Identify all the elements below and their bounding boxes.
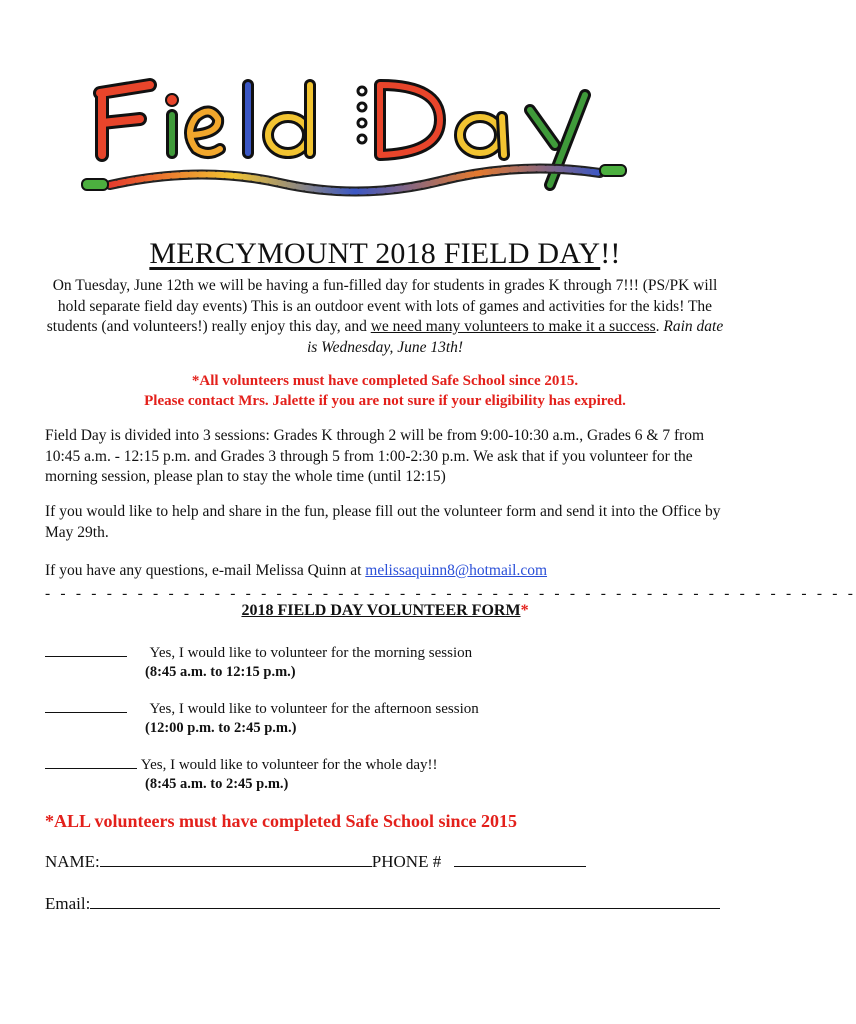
name-field[interactable]	[100, 850, 372, 867]
intro-underlined: we need many volunteers to make it a success	[370, 318, 656, 335]
sessions-paragraph: Field Day is divided into 3 sessions: Grades K through 2 will be from 9:00-10:30 a.m., Grades 6 & 7 from 10:45 a.m. - 12:15 p.m. and Grades 3 through 5 from 1:00-2:30 p.m. We ask that if you volunteer for the morning session, please plan to stay the whole time (until 12:15)	[45, 427, 705, 485]
form-title	[0, 602, 770, 620]
page-title-suffix: !!	[600, 237, 621, 270]
form-title-text: 2018 FIELD DAY VOLUNTEER FORM	[241, 602, 521, 619]
notice-line-2: Please contact Mrs. Jalette if you are not sure if your eligibility has expired.	[144, 393, 626, 409]
help-paragraph: If you would like to help and share in the fun, please fill out the volunteer form and send it into the Office by May 29th.	[45, 503, 721, 541]
option-afternoon	[45, 698, 735, 738]
questions-text: If you have any questions, e-mail Melissa Quinn at	[45, 562, 366, 579]
option-time: (8:45 a.m. to 2:45 p.m.)	[145, 776, 289, 792]
safe-school-notice	[40, 371, 730, 411]
checkbox-blank-morning[interactable]	[45, 642, 127, 657]
option-morning	[45, 642, 735, 682]
option-whole-day	[45, 754, 735, 794]
email-label: Email:	[45, 894, 91, 913]
option-time: (12:00 p.m. to 2:45 p.m.)	[145, 720, 297, 736]
checkbox-blank-afternoon[interactable]	[45, 698, 127, 713]
questions-paragraph	[45, 561, 735, 582]
name-label: NAME:	[45, 852, 100, 871]
intro-paragraph	[40, 276, 730, 358]
phone-field[interactable]	[454, 850, 586, 867]
option-label: Yes, I would like to volunteer for the whole day!!	[140, 757, 438, 773]
cut-line-divider: - - - - - - - - - - - - - - - - - - - - - - - - - - - - - - - - - - - - - - - - - - - - - - - - - - - - -	[45, 585, 856, 602]
email-field-extension[interactable]	[468, 892, 720, 909]
safe-school-requirement: *ALL volunteers must have completed Safe School since 2015	[45, 811, 517, 831]
option-label: Yes, I would like to volunteer for the afternoon session	[149, 701, 479, 717]
email-row	[45, 892, 720, 914]
checkbox-blank-whole-day[interactable]	[45, 754, 137, 769]
option-time: (8:45 a.m. to 12:15 p.m.)	[145, 664, 296, 680]
notice-line-1: *All volunteers must have completed Safe School since 2015.	[191, 373, 579, 389]
intro-after: .	[655, 318, 664, 335]
email-link[interactable]: melissaquinn8@hotmail.com	[365, 562, 548, 579]
field-day-logo	[80, 55, 640, 205]
rain-date: Rain date is Wednesday, June 13th!	[306, 318, 724, 356]
page-title	[0, 236, 770, 272]
form-title-asterisk: *	[520, 602, 529, 619]
intro-text: On Tuesday, June 12th we will be having a fun-filled day for students in grades K through 7!!! (PS/PK will hold separate field day events) This is an outdoor event with lots of games and activities for the kids! The students (and volunteers!) really enjoy this day, and	[46, 277, 718, 335]
page-title-main: MERCYMOUNT 2018 FIELD DAY	[149, 237, 601, 270]
option-label: Yes, I would like to volunteer for the morning session	[149, 645, 473, 661]
email-field[interactable]	[90, 892, 468, 909]
phone-label: PHONE #	[371, 852, 442, 871]
name-phone-row	[45, 850, 586, 872]
